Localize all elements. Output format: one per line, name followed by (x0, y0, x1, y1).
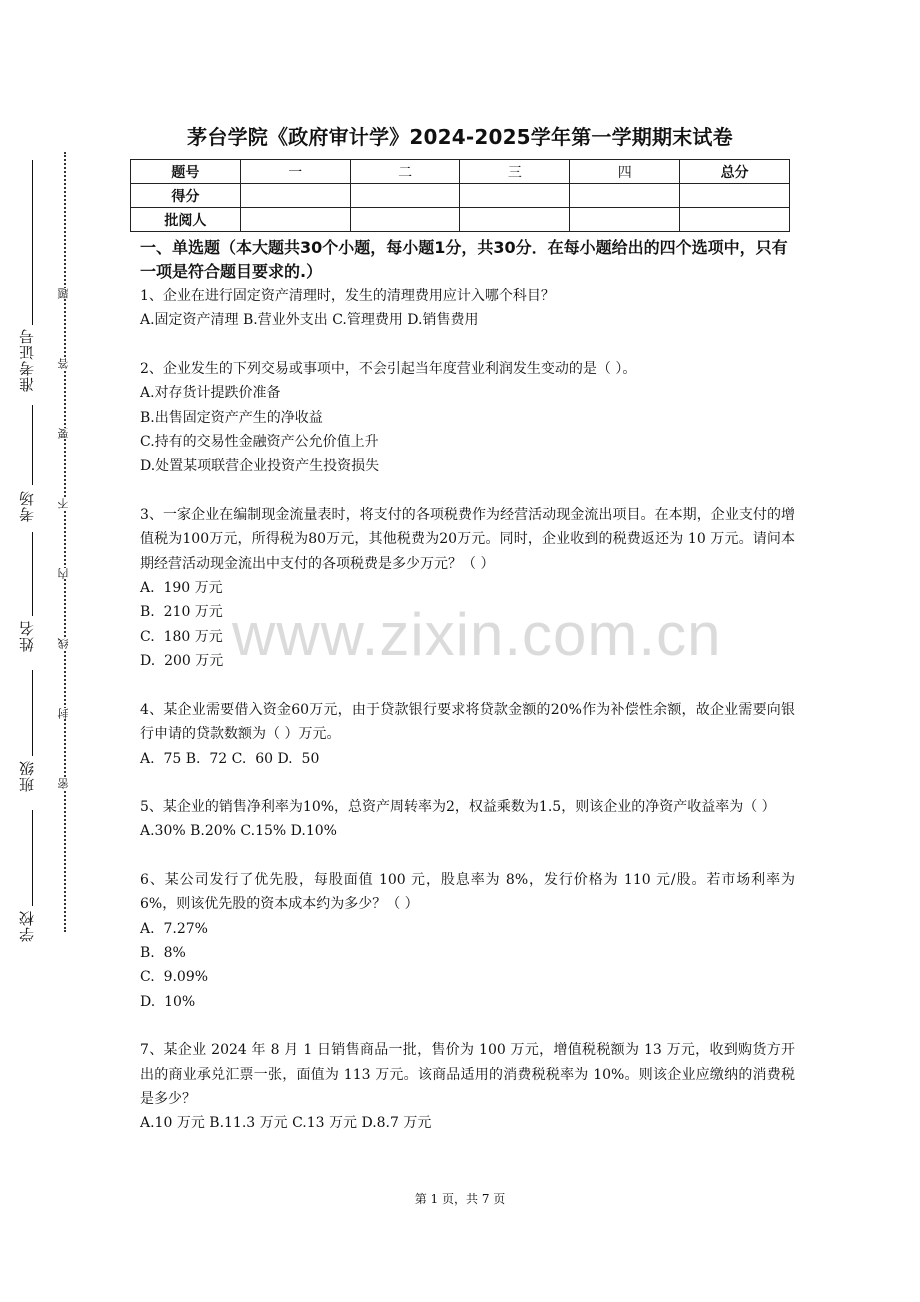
question-options: A. 75 B. 72 C. 60 D. 50 (140, 750, 320, 767)
score-header-cell: 题号 (131, 160, 241, 184)
question-options: A.10 万元 B.11.3 万元 C.13 万元 D.8.7 万元 (140, 1115, 432, 1132)
score-header-cell: 三 (460, 160, 570, 184)
question-option: A. 190 万元 (140, 580, 223, 597)
question-stem: 5、某企业的销售净利率为10%，总资产周转率为2，权益乘数为1.5，则该企业的净资产收益率为（ ） (140, 798, 776, 815)
seal-char: 封 (56, 708, 74, 719)
question-option: A.对存货计提跌价准备 (140, 385, 281, 402)
binding-field-school: 学校 (17, 910, 36, 942)
binding-field-exam-room: 考场 (17, 490, 36, 522)
score-header-cell: 四 (570, 160, 680, 184)
question-option: D. 10% (140, 993, 196, 1010)
question-stem: 4、某企业需要借入资金60万元，由于贷款银行要求将贷款金额的20%作为补偿性余额，故企业需要向银行申请的贷款数额为（ ）万元。 (140, 701, 795, 743)
question-item (140, 284, 795, 333)
score-cell[interactable] (570, 184, 680, 208)
score-table-row (131, 184, 790, 208)
seal-char: 不 (56, 498, 74, 509)
question-stem: 6、某公司发行了优先股，每股面值 100 元，股息率为 8%，发行价格为 110 元/股。若市场利率为 6%，则该优先股的资本成本约为多少？（ ） (140, 871, 795, 913)
question-option: D. 200 万元 (140, 653, 224, 670)
score-cell[interactable] (240, 184, 350, 208)
question-stem: 2、企业发生的下列交易或事项中，不会引起当年度营业利润发生变动的是（ ）。 (140, 360, 637, 377)
question-item (140, 1038, 795, 1136)
score-table-row (131, 208, 790, 232)
question-option: C.持有的交易性金融资产公允价值上升 (140, 434, 379, 451)
question-item (140, 503, 795, 674)
binding-line (32, 160, 33, 325)
binding-field-class: 班级 (17, 760, 36, 792)
question-item (140, 868, 795, 1014)
question-stem: 7、某企业 2024 年 8 月 1 日销售商品一批，售价为 100 万元，增值税税额为 13 万元，收到购货方开出的商业承兑汇票一张，面值为 113 万元。该商品适用的消费税税率为 10%。则该企业应缴纳的消费税是多少？ (140, 1042, 795, 1107)
score-cell[interactable] (680, 208, 790, 232)
seal-char: 要 (56, 428, 74, 439)
score-cell[interactable] (350, 184, 460, 208)
page-footer: 第 1 页，共 7 页 (414, 1192, 506, 1206)
question-option: C. 9.09% (140, 969, 209, 986)
binding-line (32, 810, 33, 906)
score-cell[interactable] (240, 208, 350, 232)
question-option: A. 7.27% (140, 920, 208, 937)
score-table-header-row (131, 160, 790, 184)
question-item (140, 357, 795, 479)
score-cell[interactable] (460, 208, 570, 232)
question-options: A.30% B.20% C.15% D.10% (140, 823, 337, 840)
question-options: A.固定资产清理 B.营业外支出 C.管理费用 D.销售费用 (140, 312, 479, 329)
seal-char: 题 (56, 288, 74, 299)
score-cell[interactable] (570, 208, 680, 232)
score-cell[interactable] (460, 184, 570, 208)
question-stem: 3、一家企业在编制现金流量表时，将支付的各项税费作为经营活动现金流出项目。在本期，企业支付的增值税为100万元，所得税为80万元，其他税费为20万元。同时，企业收到的税费返还为 10 万元。请问本期经营活动现金流出中支付的各项税费是多少万元？（ ） (140, 506, 795, 572)
score-cell[interactable] (350, 208, 460, 232)
question-item (140, 698, 795, 771)
question-option: B. 8% (140, 944, 186, 961)
binding-strip (0, 140, 80, 940)
question-item (140, 795, 795, 844)
seal-char: 内 (56, 568, 74, 579)
score-row-label: 得分 (131, 184, 241, 208)
score-header-cell: 一 (240, 160, 350, 184)
question-option: B. 210 万元 (140, 604, 223, 621)
score-cell[interactable] (680, 184, 790, 208)
watermark: www.zixin.com.cn (232, 601, 722, 668)
binding-line (32, 670, 33, 756)
binding-line (32, 405, 33, 485)
seal-char: 密 (56, 778, 74, 789)
score-header-cell: 总分 (680, 160, 790, 184)
binding-field-name: 姓名 (17, 620, 36, 652)
page-title: 茅台学院《政府审计学》2024-2025学年第一学期期末试卷 (187, 125, 733, 149)
score-header-cell: 二 (350, 160, 460, 184)
seal-char: 答 (56, 358, 74, 369)
question-list (140, 284, 795, 1136)
score-table (130, 159, 790, 232)
seal-dotted-line (64, 152, 67, 932)
question-stem: 1、企业在进行固定资产清理时，发生的清理费用应计入哪个科目？ (140, 288, 555, 304)
section-heading: 一、单选题（本大题共30个小题，每小题1分，共30分．在每小题给出的四个选项中，只有一项是符合题目要求的.） (140, 238, 788, 281)
binding-line (32, 532, 33, 616)
score-row-label: 批阅人 (131, 208, 241, 232)
question-option: B.出售固定资产产生的净收益 (140, 409, 323, 426)
question-option: D.处置某项联营企业投资产生投资损失 (140, 458, 380, 475)
question-option: C. 180 万元 (140, 628, 223, 645)
binding-field-exam-number: 准考证号 (17, 328, 36, 392)
seal-char: 线 (56, 638, 74, 649)
